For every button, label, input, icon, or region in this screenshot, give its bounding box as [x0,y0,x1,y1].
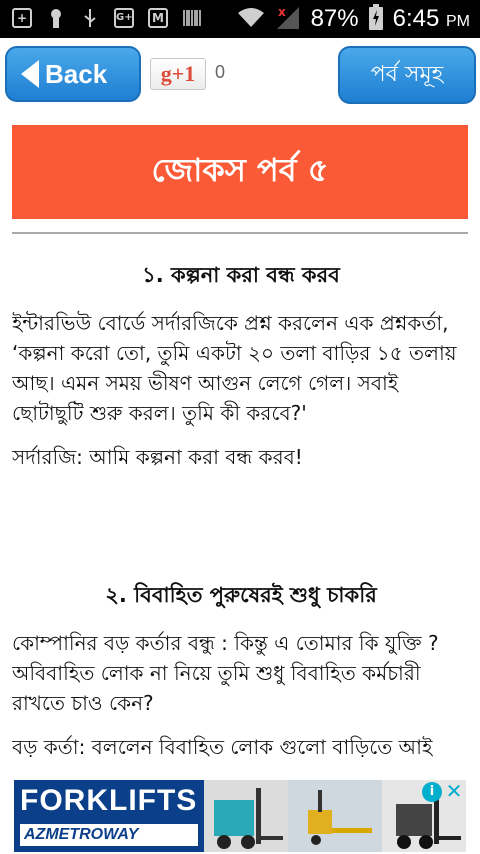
google-plus-icon: G+ [114,8,134,28]
top-toolbar [0,38,480,118]
ad-choices-icon[interactable]: i [422,782,442,802]
joke-paragraph: বড় কর্তা: বললেন বিবাহিত লোক গুলো বাড়িতে আই [12,735,433,759]
clock-time: 6:45 [392,5,440,32]
joke-paragraph: সর্দারজি: আমি কল্পনা করা বন্ধ করব! [12,445,303,469]
back-button-label: Back [45,58,108,89]
forklift-image [204,780,288,852]
battery-icon [369,4,383,34]
page-title-text: জোকস পর্ব ৫ [151,151,329,189]
status-bar [0,0,480,38]
jokes-content[interactable] [12,252,470,782]
signal-icon [275,5,301,33]
svg-text:x: x [277,5,286,19]
usb-icon [80,8,100,28]
add-box-icon: + [12,8,32,28]
ad-close-icon[interactable]: ✕ [445,780,463,803]
page-title [12,125,468,219]
ad-banner[interactable] [14,780,466,852]
notification-icons [12,8,202,28]
pallet-truck-image [288,780,382,852]
back-arrow-icon [21,60,39,88]
joke-paragraph: ইন্টারভিউ বোর্ডে সর্দারজিকে প্রশ্ন করলেন এক প্রশ্নকর্তা, ‘কল্পনা করো তো, তুমি একটা ২০ তলা বাড়ির ১৫ তলায় আছ। এমন সময় ভীষণ আগুন লেগে গেল। সবাই ছোটাছুটি শুরু করল। তুমি কী করবে?' [12,311,457,425]
divider [12,232,468,234]
episodes-button[interactable] [338,46,476,104]
google-plus-count: 0 [215,62,226,82]
back-button[interactable] [5,46,141,102]
battery-percent: 87% [310,5,359,32]
joke-heading: ১. কল্পনা করা বন্ধ করব [142,263,340,287]
joke-paragraph: কোম্পানির বড় কর্তার বন্ধু : কিন্তু এ তোমার কি যুক্তি ? অবিবাহিত লোক না নিয়ে তুমি শুধু বিবাহিত কর্মচারী রাখতে চাও কেন? [12,631,439,715]
ad-brand: FORKLIFTS [20,784,198,817]
wifi-icon [237,6,265,32]
episodes-button-label: পর্ব সমূহ [370,61,444,87]
google-plus-one-button[interactable] [150,58,206,90]
spacer [12,486,470,572]
clock [393,5,470,33]
gmail-icon: M [148,8,168,28]
joke-heading: ২. বিবাহিত পুরুষেরই শুধু চাকরি [105,583,377,607]
keyhole-icon [46,8,66,28]
clock-ampm: PM [446,13,470,30]
barcode-icon [182,8,202,28]
google-plus-one-label: g+1 [160,61,196,86]
ad-brand-panel [14,780,204,852]
system-status [237,0,470,38]
ad-sub-brand: AZMETROWAY [20,824,198,846]
